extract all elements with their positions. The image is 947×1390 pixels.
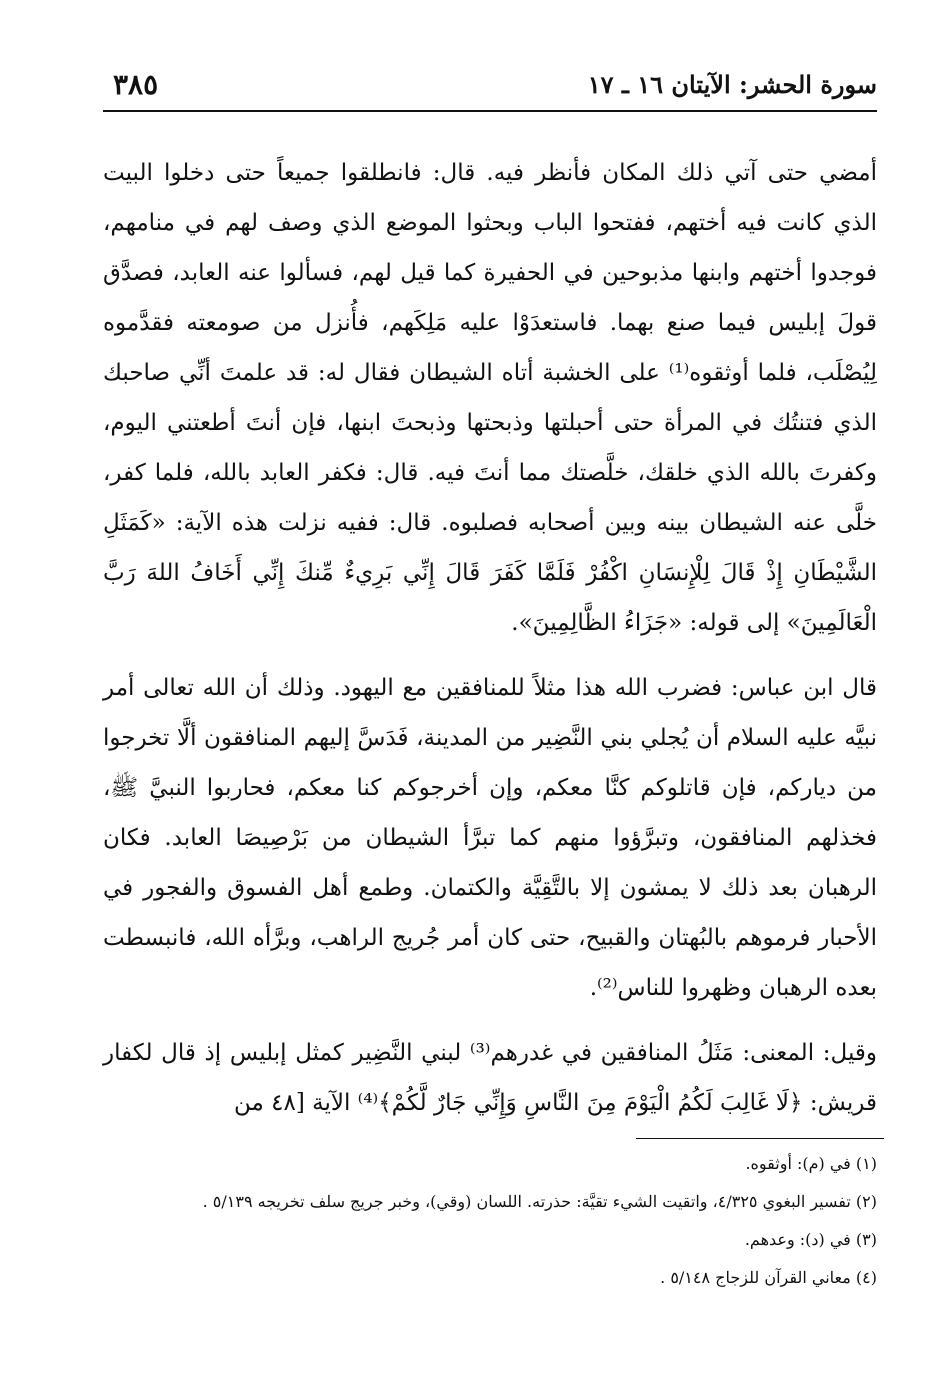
running-header	[103, 62, 877, 112]
footnote: (٢) تفسير البغوي ٤/٣٢٥، واتقيت الشيء تقيَّة: حذرته. اللسان (وقي)، وخبر جريج سلف تخريجه ٥/١٣٩ .	[202, 1192, 877, 1211]
footnote: (٣) في (د): وعدهم.	[744, 1230, 877, 1249]
footnote: (١) في (م): أوثقوه.	[745, 1154, 877, 1173]
paragraph: أمضي حتى آتي ذلك المكان فأنظر فيه. قال: فانطلقوا جميعاً حتى دخلوا البيت الذي كانت فيه أختهم، ففتحوا الباب وبحثوا الموضع الذي وصف لهم في منامهم، فوجدوا أختهم وابنها مذبوحين في الحفيرة كما قيل لهم، فسألوا عنه العابد، فصدَّق قولَ إبليس فيما صنع بهما. فاستعدَوْا عليه مَلِكَهم، فأُنزل من صومعته فقدَّموه لِيُصْلَب، فلما أوثقوه⁽¹⁾ على الخشبة أتاه الشيطان فقال له: قد علمتَ أنِّي صاحبك الذي فتنتُك في المرأة حتى أحبلتها وذبحتها وذبحتَ ابنها، فإن أنتَ أطعتني اليوم، وكفرتَ بالله الذي خلقك، خلَّصتك مما أنتَ فيه. قال: فكفر العابد بالله، فلما كفر، خلَّى عنه الشيطان بينه وبين أصحابه فصلبوه. قال: ففيه نزلت هذه الآية: «كَمَثَلِ الشَّيْطَانِ إِذْ قَالَ لِلْإِنسَانِ اكْفُرْ فَلَمَّا كَفَرَ قَالَ إِنِّي بَرِيءٌ مِّنكَ إِنِّي أَخَافُ اللهَ رَبَّ الْعَالَمِينَ» إلى قوله: «جَزَاءُ الظَّالِمِينَ».	[103, 160, 878, 636]
footnote-separator	[636, 1138, 884, 1139]
page-number: ٣٨٥	[113, 68, 159, 101]
paragraph: قال ابن عباس: فضرب الله هذا مثلاً للمنافقين مع اليهود. وذلك أن الله تعالى أمر نبيَّه عليه السلام أن يُجلي بني النَّضِير من المدينة، فَدَسَّ إليهم المنافقون ألَّا تخرجوا من دياركم، فإن قاتلوكم كنَّا معكم، وإن أخرجوكم كنا معكم، فحاربوا النبيَّ ﷺ، فخذلهم المنافقون، وتبرَّؤوا منهم كما تبرَّأ الشيطان من بَرْصِيصَا العابد. فكان الرهبان بعد ذلك لا يمشون إلا بالتَّقِيَّة والكتمان. وطمع أهل الفسوق والفجور في الأحبار فرموهم بالبُهتان والقبيح، حتى كان أمر جُريج الراهب، وبرَّأه الله، فانبسطت بعده الرهبان وظهروا للناس⁽²⁾.	[103, 675, 877, 1001]
paragraph: وقيل: المعنى: مَثَلُ المنافقين في غدرهم⁽³⁾ لبني النَّضِير كمثل إبليس إذ قال لكفار قريش: ﴿لَا غَالِبَ لَكُمُ الْيَوْمَ مِنَ النَّاسِ وَإِنِّي جَارٌ لَّكُمْ﴾⁽⁴⁾ الآية [٤٨ من	[103, 1040, 877, 1116]
footnote: (٤) معاني القرآن للزجاج ٥/١٤٨ .	[660, 1268, 877, 1287]
main-text	[103, 148, 877, 1143]
surah-title: سورة الحشر: الآيتان ١٦ ـ ١٧	[587, 70, 877, 99]
footnotes	[103, 1150, 877, 1292]
